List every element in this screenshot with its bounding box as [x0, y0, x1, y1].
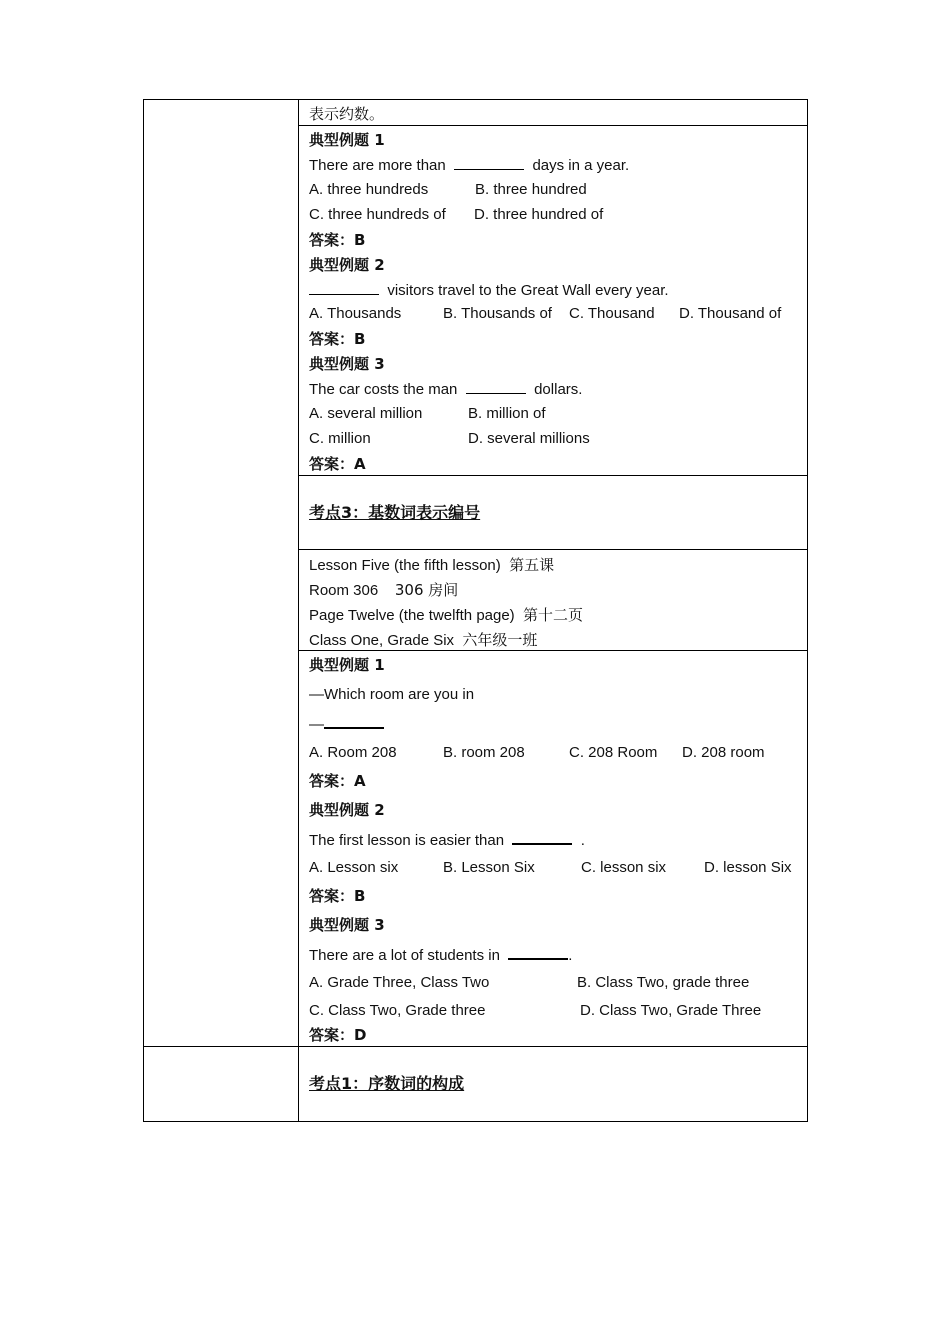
numbering-example: Page Twelve (the twelfth page) 第十二页: [309, 606, 584, 624]
answer-blank: [508, 944, 568, 960]
option-d: D. three hundred of: [474, 206, 604, 223]
numbering-example: Room 306 306 房间: [309, 581, 459, 599]
example-question: The first lesson is easier than .: [309, 829, 585, 851]
option-c: C. million: [309, 430, 371, 447]
example-question: There are a lot of students in .: [309, 944, 572, 966]
answer-blank: [309, 280, 379, 295]
section-title: 考点1：序数词的构成: [309, 1074, 465, 1093]
option-d: D. several millions: [468, 430, 590, 447]
example-heading: 典型例题 1: [309, 656, 385, 674]
answer-blank: [466, 379, 526, 394]
answer-line: 答案：B: [309, 887, 366, 905]
answer-blank: [324, 713, 384, 729]
option-d: D. Thousand of: [679, 305, 782, 322]
row-divider: [298, 125, 808, 126]
answer-line: 答案：D: [309, 1026, 367, 1044]
example-question: visitors travel to the Great Wall every year.: [309, 280, 669, 301]
option-c: C. 208 Room: [569, 744, 658, 761]
row-divider: [298, 549, 808, 550]
table-column-divider: [298, 99, 299, 1122]
option-b: B. Lesson Six: [443, 859, 535, 876]
answer-line: 答案：B: [309, 330, 366, 348]
answer-line: 答案：B: [309, 231, 366, 249]
table-right-border: [807, 99, 808, 1122]
option-a: A. three hundreds: [309, 181, 429, 198]
top-note: 表示约数。: [309, 105, 385, 123]
option-c: C. Class Two, Grade three: [309, 1002, 486, 1019]
option-a: A. several million: [309, 405, 423, 422]
answer-blank: [454, 155, 524, 170]
example-heading: 典型例题 1: [309, 131, 385, 149]
option-a: A. Room 208: [309, 744, 397, 761]
option-d: D. lesson Six: [704, 859, 792, 876]
example-question: The car costs the man dollars.: [309, 381, 583, 398]
option-b: B. three hundred: [475, 181, 587, 198]
example-heading: 典型例题 2: [309, 256, 385, 274]
section-title: 考点3：基数词表示编号: [309, 503, 481, 522]
option-b: B. room 208: [443, 744, 525, 761]
answer-blank: [512, 829, 572, 845]
option-b: B. Thousands of: [443, 305, 552, 322]
option-a: A. Grade Three, Class Two: [309, 974, 490, 991]
answer-line: 答案：A: [309, 772, 366, 790]
example-heading: 典型例题 3: [309, 916, 385, 934]
option-d: D. Class Two, Grade Three: [580, 1002, 762, 1019]
option-c: C. Thousand: [569, 305, 655, 322]
example-heading: 典型例题 2: [309, 801, 385, 819]
example-question: —Which room are you in: [309, 686, 475, 703]
example-question: There are more than days in a year.: [309, 157, 630, 174]
table-top-border: [143, 99, 808, 100]
option-d: D. 208 room: [682, 744, 765, 761]
numbering-example: Class One, Grade Six 六年级一班: [309, 631, 538, 649]
numbering-example: Lesson Five (the fifth lesson) 第五课: [309, 556, 555, 574]
example-heading: 典型例题 3: [309, 355, 385, 373]
option-c: C. lesson six: [581, 859, 667, 876]
row-divider: [143, 1046, 808, 1047]
answer-line: 答案：A: [309, 455, 366, 473]
table-left-border: [143, 99, 144, 1122]
table-bottom-border: [143, 1121, 808, 1122]
option-a: A. Thousands: [309, 305, 402, 322]
option-c: C. three hundreds of: [309, 206, 446, 223]
row-divider: [298, 475, 808, 476]
option-b: B. million of: [468, 405, 546, 422]
example-reply: —: [309, 713, 384, 735]
option-b: B. Class Two, grade three: [577, 974, 750, 991]
option-a: A. Lesson six: [309, 859, 399, 876]
